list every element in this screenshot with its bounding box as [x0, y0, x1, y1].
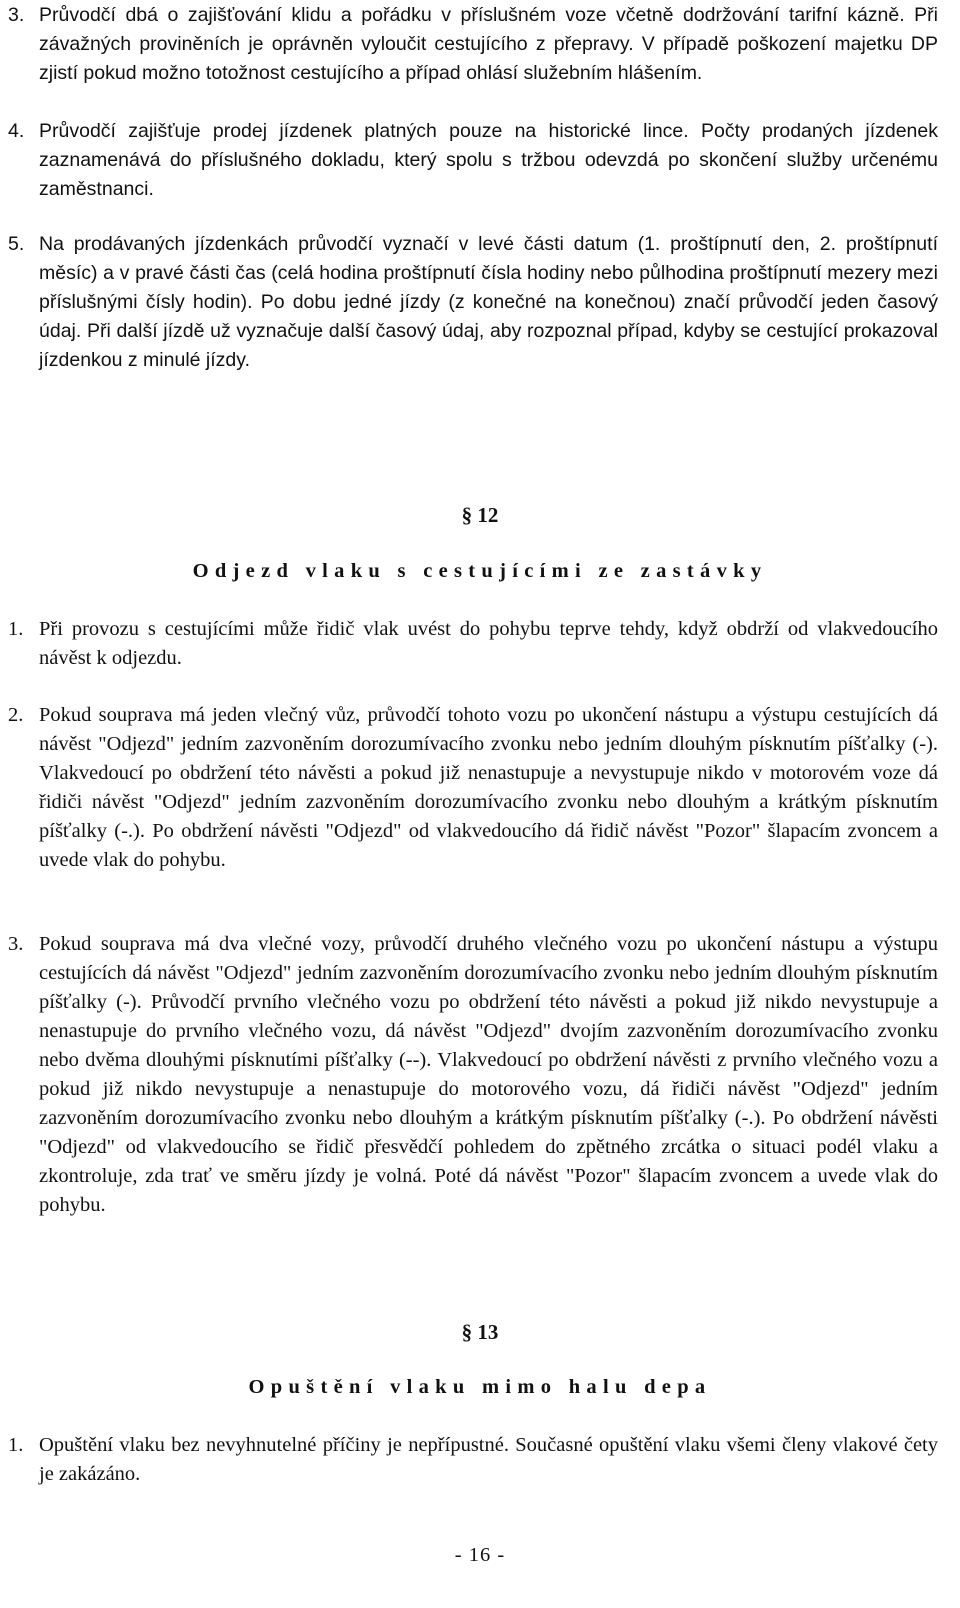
item-text: Pokud souprava má dva vlečné vozy, průvodčí druhého vlečného vozu po ukončení nástupu a výstupu cestujících dá návěst "Odjezd" jedním zazvoněním dorozumívacího zvonku nebo jedním dlouhým písknutím píšťalky (-). Průvodčí prvního vlečného vozu po obdržení této návěsti a pokud již nikdo nevystupuje a nenastupuje do prvního vlečného vozu, dá návěst "Odjezd" dvojím zazvoněním dorozumívacího zvonku nebo dvěma dlouhými písknutími píšťalky (--). Vlakvedoucí po obdržení návěsti z prvního vlečného vozu a pokud již nikdo nevystupuje a nenastupuje do motorového vozu, dá řidiči návěst "Odjezd" jedním zazvoněním dorozumívacího zvonku nebo dlouhým a krátkým písknutím píšťalky (-.). Po obdržení návěsti "Odjezd" od vlakvedoucího se řidič přesvědčí pohledem do zpětného zrcátka o situaci podél vlaku a zkontroluje, zda trať ve směru jízdy je volná. Poté dá návěst "Pozor" šlapacím zvoncem a uvede vlak do pohybu.	[39, 933, 938, 1216]
item-number: 1.	[8, 1434, 24, 1456]
list-item	[8, 1431, 938, 1489]
item-number: 4.	[8, 120, 25, 142]
list-item	[8, 1, 938, 88]
section-12-title: Odjezd vlaku s cestujícími ze zastávky	[192, 560, 768, 582]
section-12-number: § 12	[461, 503, 499, 527]
list-item	[8, 930, 938, 1220]
item-text: Při provozu s cestujícími může řidič vlak uvést do pohybu teprve tehdy, když obdrží od vlakvedoucího návěst k odjezdu.	[39, 618, 938, 669]
item-text: Opuštění vlaku bez nevyhnutelné příčiny je nepřípustné. Současné opuštění vlaku všemi členy vlakové čety je zakázáno.	[39, 1434, 938, 1485]
section-13-number: § 13	[461, 1320, 499, 1344]
item-text: Na prodávaných jízdenkách průvodčí vyznačí v levé části datum (1. proštípnutí den, 2. proštípnutí měsíc) a v pravé části čas (celá hodina proštípnutí čísla hodiny nebo půlhodina proštípnutí mezery mezi příslušnými čísly hodin). Po dobu jedné jízdy (z konečné na konečnou) značí průvodčí jeden časový údaj. Při další jízdě už vyznačuje další časový údaj, aby rozpoznal případ, kdyby se cestující prokazoval jízdenkou z minulé jízdy.	[39, 233, 938, 371]
item-number: 3.	[8, 933, 24, 955]
item-text: Průvodčí zajišťuje prodej jízdenek platných pouze na historické lince. Počty prodaných jízdenek zaznamenává do příslušného dokladu, který spolu s tržbou odevzdá po skončení služby určenému zaměstnanci.	[39, 120, 938, 200]
item-number: 5.	[8, 233, 25, 255]
list-item	[8, 230, 938, 375]
list-item	[8, 117, 938, 204]
item-number: 3.	[8, 4, 25, 26]
item-number: 2.	[8, 704, 24, 726]
section-13-title: Opuštění vlaku mimo halu depa	[248, 1376, 712, 1398]
item-number: 1.	[8, 618, 24, 640]
list-item	[8, 701, 938, 875]
page-number: - 16 -	[454, 1544, 506, 1566]
list-item	[8, 615, 938, 673]
item-text: Průvodčí dbá o zajišťování klidu a pořádku v příslušném voze včetně dodržování tarifní kázně. Při závažných proviněních je oprávněn vyloučit cestujícího z přepravy. V případě poškození majetku DP zjistí pokud možno totožnost cestujícího a případ ohlásí služebním hlášením.	[39, 4, 938, 84]
item-text: Pokud souprava má jeden vlečný vůz, průvodčí tohoto vozu po ukončení nástupu a výstupu cestujících dá návěst "Odjezd" jedním zazvoněním dorozumívacího zvonku nebo jedním dlouhým písknutím píšťalky (-). Vlakvedoucí po obdržení této návěsti a pokud již nenastupuje a nevystupuje nikdo v motorovém voze dá řidiči návěst "Odjezd" jedním zazvoněním dorozumívacího zvonku nebo dlouhým a krátkým písknutím píšťalky (-.). Po obdržení návěsti "Odjezd" od vlakvedoucího dá řidič návěst "Pozor" šlapacím zvoncem a uvede vlak do pohybu.	[39, 704, 938, 871]
